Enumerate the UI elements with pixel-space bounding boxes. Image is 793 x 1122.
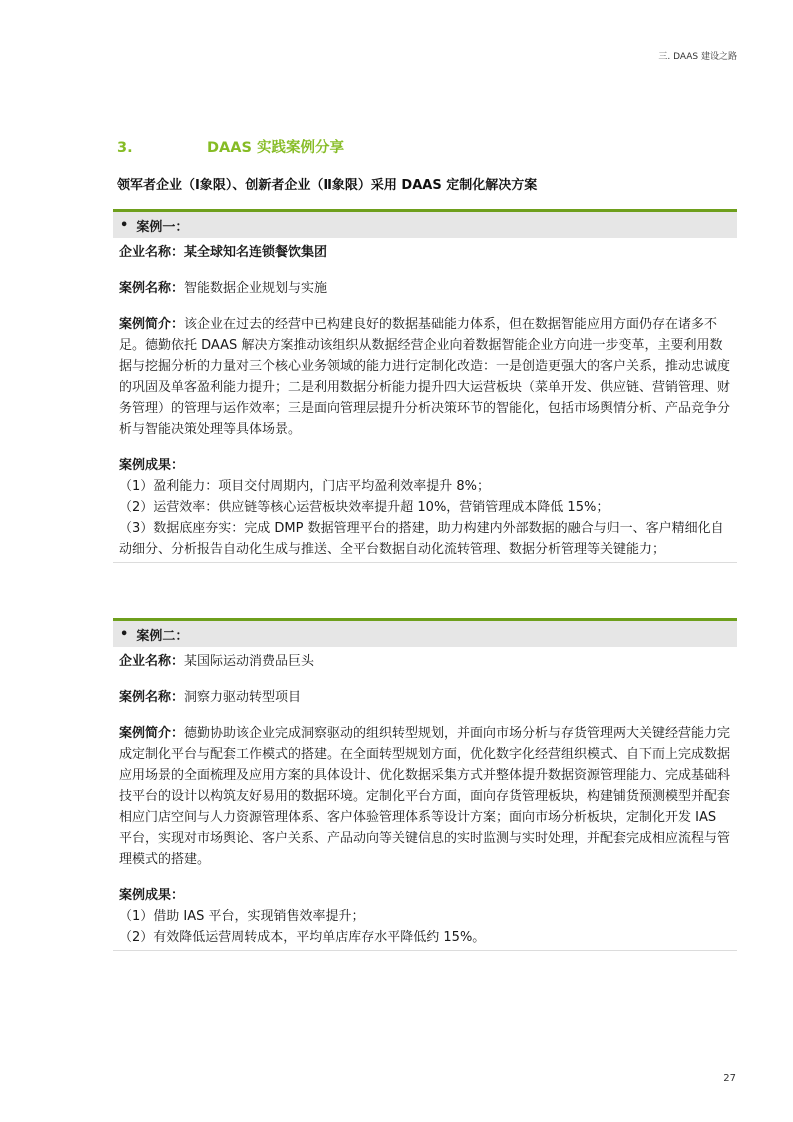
company-value: 某国际运动消费品巨头 — [184, 654, 315, 669]
case-body — [113, 238, 737, 562]
case-name-label: 案例名称： — [119, 690, 185, 705]
case-name-value: 智能数据企业规划与实施 — [184, 281, 328, 296]
case-name-row — [119, 278, 731, 299]
results-section — [119, 885, 731, 948]
result-item: （2）有效降低运营周转成本，平均单店库存水平降低约 15%。 — [119, 930, 486, 945]
company-value: 某全球知名连锁餐饮集团 — [184, 245, 328, 260]
case-header-bar — [113, 618, 737, 647]
section-heading — [117, 136, 344, 157]
company-label: 企业名称： — [119, 245, 185, 260]
intro-text: 该企业在过去的经营中已构建良好的数据基础能力体系，但在数据智能应用方面仍存在诸多不足。德勤依托 DAAS 解决方案推动该组织从数据经营企业向着数据智能企业方向进一步变革，主要利用数据与挖掘分析的力量对三个核心业务领域的能力进行定制化改造：一是创造更强大的客户关系，推动忠诚度的巩固及单客盈利能力提升；二是利用数据分析能力提升四大运营板块（菜单开发、供应链、营销管理、财务管理）的管理与运作效率；三是面向管理层提升分析决策环节的智能化，包括市场舆情分析、产品竞争分析与智能决策处理等具体场景。 — [119, 317, 731, 437]
result-item: （2）运营效率：供应链等核心运营板块效率提升超 10%，营销管理成本降低 15%； — [119, 500, 610, 515]
bullet-icon: • — [120, 626, 129, 642]
case-block-1 — [113, 209, 737, 563]
results-label: 案例成果： — [119, 458, 185, 473]
case-name-label: 案例名称： — [119, 281, 185, 296]
case-body — [113, 647, 737, 950]
intro-label: 案例简介： — [119, 726, 185, 741]
results-label: 案例成果： — [119, 888, 185, 903]
section-title: DAAS 实践案例分享 — [207, 140, 344, 156]
result-item: （3）数据底座夯实：完成 DMP 数据管理平台的搭建，助力构建内外部数据的融合与归一、客户精细化自动细分、分析报告自动化生成与推送、全平台数据自动化流转管理、数据分析管理等关键能力； — [119, 521, 724, 557]
case-name-value: 洞察力驱动转型项目 — [184, 690, 302, 705]
case-header: 案例二： — [136, 628, 189, 644]
section-number: 3. — [117, 140, 133, 156]
case-name-row — [119, 687, 731, 708]
intro-row — [119, 723, 731, 870]
result-item: （1）盈利能力：项目交付周期内，门店平均盈利效率提升 8%； — [119, 479, 491, 494]
bullet-icon: • — [120, 217, 129, 233]
case-block-2 — [113, 618, 737, 951]
result-item: （1）借助 IAS 平台，实现销售效率提升； — [119, 909, 365, 924]
company-row — [119, 651, 731, 672]
page-number: 27 — [723, 1073, 736, 1084]
case-header: 案例一： — [136, 219, 189, 235]
subtitle: 领军者企业（Ⅰ象限）、创新者企业（Ⅱ象限）采用 DAAS 定制化解决方案 — [117, 178, 538, 193]
running-header: 三. DAAS 建设之路 — [658, 52, 737, 62]
intro-text: 德勤协助该企业完成洞察驱动的组织转型规划，并面向市场分析与存货管理两大关键经营能力完成定制化平台与配套工作模式的搭建。在全面转型规划方面，优化数字化经营组织模式、自下而上完成数据应用场景的全面梳理及应用方案的具体设计、优化数据采集方式并整体提升数据资源管理能力、完成基础科技平台的设计以构筑友好易用的数据环境。定制化平台方面，面向存货管理板块，构建铺货预测模型并配套相应门店空间与人力资源管理体系、客户体验管理体系等设计方案；面向市场分析板块，定制化开发 IAS 平台，实现对市场舆论、客户关系、产品动向等关键信息的实时监测与实时处理，并配套完成相应流程与管理模式的搭建。 — [119, 726, 731, 867]
company-row — [119, 242, 731, 263]
intro-label: 案例简介： — [119, 317, 185, 332]
results-section — [119, 455, 731, 560]
case-header-bar — [113, 209, 737, 238]
company-label: 企业名称： — [119, 654, 185, 669]
intro-row — [119, 314, 731, 440]
